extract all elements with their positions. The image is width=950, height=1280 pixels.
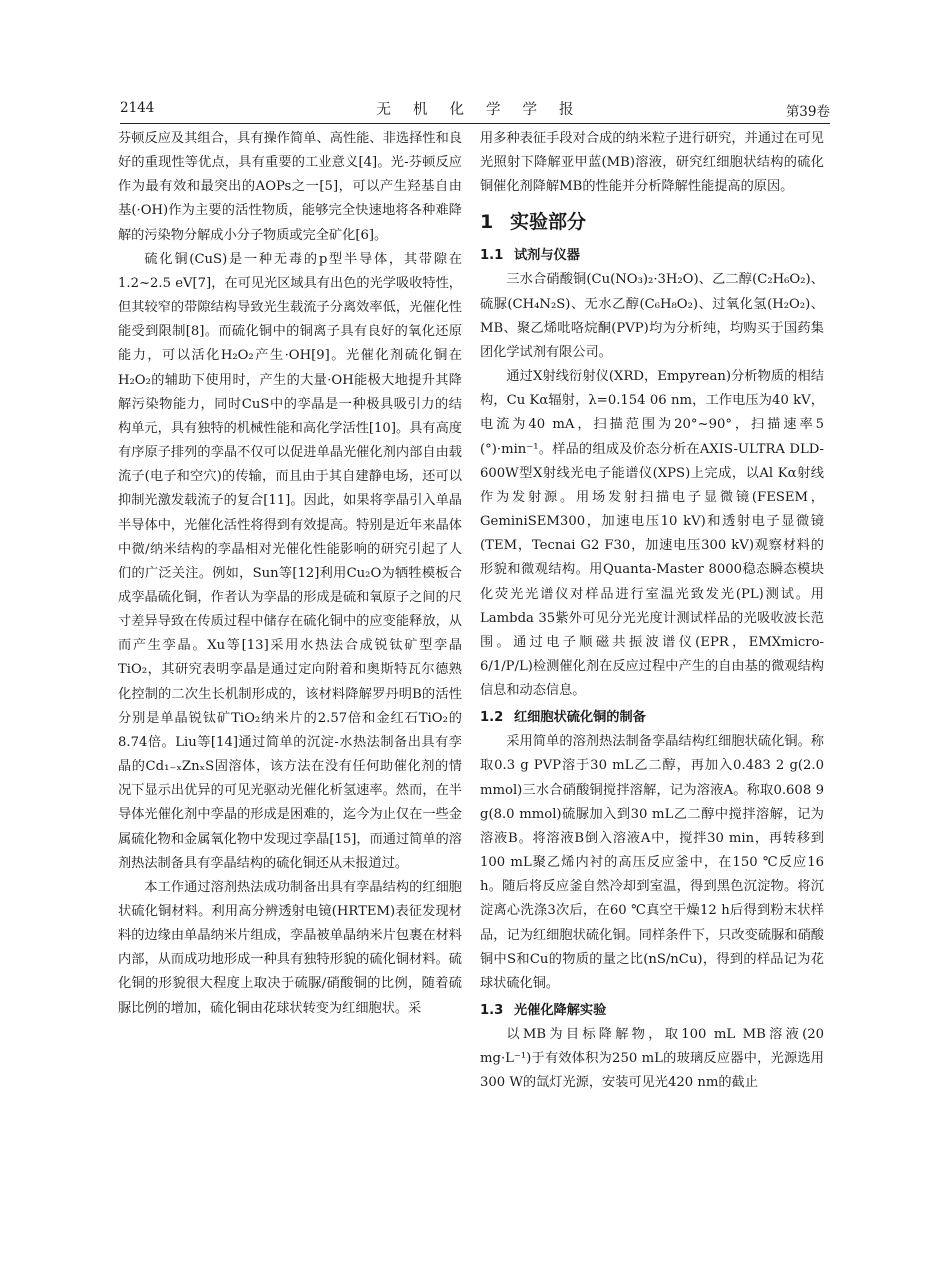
paragraph-this-work-continued: 用多种表征手段对合成的纳米粒子进行研究，并通过在可见光照射下降解亚甲蓝(MB)溶液，研究红细胞状结构的硫化铜催化剂降解MB的性能并分析降解性能提高的原因。 <box>480 131 824 195</box>
paragraph-this-work: 本工作通过溶剂热法成功制备出具有孪晶结构的红细胞状硫化铜材料。利用高分辨透射电镜(HRTEM)表征发现材料的边缘由单晶纳米片组成，孪晶被单晶纳米片包裹在材料内部，从而成功地形成一种具有独特形貌的硫化铜材料。硫化铜的形貌很大程度上取决于硫脲/硝酸铜的比例，随着硫脲比例的增加，硫化铜由花球状转变为红细胞状。采 <box>118 879 462 1016</box>
subsection-number: 1.3 <box>480 1003 504 1018</box>
paragraph-degradation: 以MB为目标降解物，取100 mL MB溶液(20 mg·L⁻¹)于有效体积为250 mL的玻璃反应器中，光源选用300 W的氙灯光源，安装可见光420 nm的截止 <box>480 1027 824 1091</box>
header-rule <box>120 123 830 124</box>
subsection-heading-preparation <box>480 706 824 729</box>
subsection-title: 试剂与仪器 <box>514 248 580 264</box>
left-column <box>118 127 462 1021</box>
section-heading-experimental <box>480 209 824 235</box>
section-title: 实验部分 <box>510 211 587 234</box>
section-number: 1 <box>480 211 494 234</box>
right-column <box>480 127 824 1095</box>
paragraph-fenton-intro: 芬顿反应及其组合，具有操作简单、高性能、非选择性和良好的重现性等优点，具有重要的工业意义[4]。光-芬顿反应作为最有效和最突出的AOPs之一[5]，可以产生羟基自由基(·OH)作为主要的活性物质，能够完全快速地将各种难降解的污染物分解成小分子物质或完全矿化[6]。 <box>118 131 462 243</box>
paragraph-preparation: 采用简单的溶剂热法制备孪晶结构红细胞状硫化铜。称取0.3 g PVP溶于30 mL乙二醇，再加入0.483 2 g(2.0 mmol)三水合硝酸铜搅拌溶解，记为溶液A。称取0.608 9 g(8.0 mmol)硫脲加入到30 mL乙二醇中搅拌溶解，记为溶液B。将溶液B倒入溶液A中，搅拌30 min，再转移到100 mL聚乙烯内衬的高压反应釜中，在150 ℃反应16 h。随后将反应釜自然冷却到室温，得到黑色沉淀物。将沉淀离心洗涤3次后，在60 ℃真空干燥12 h后得到粉末状样品，记为红细胞状硫化铜。同样条件下，只改变硫脲和硝酸铜中S和Cu的物质的量之比(nS/nCu)，得到的样品记为花球状硫化铜。 <box>480 734 824 991</box>
page-number: 2144 <box>120 100 155 116</box>
subsection-heading-degradation <box>480 999 824 1022</box>
subsection-number: 1.1 <box>480 248 504 264</box>
journal-title: 无机化学学报 <box>376 102 596 118</box>
paragraph-reagents: 三水合硝酸铜(Cu(NO₃)₂·3H₂O)、乙二醇(C₂H₆O₂)、硫脲(CH₄N₂S)、无水乙醇(C₆H₈O₂)、过氧化氢(H₂O₂)、MB、聚乙烯吡咯烷酮(PVP)均为分析纯，均购买于国药集团化学试剂有限公司。 <box>480 272 824 360</box>
running-header <box>120 96 830 122</box>
paragraph-cus-background: 硫化铜(CuS)是一种无毒的p型半导体，其带隙在1.2~2.5 eV[7]，在可见光区域具有出色的光学吸收特性，但其较窄的带隙结构导致光生载流子分离效率低，光催化性能受到限制[8]。而硫化铜中的铜离子具有良好的氧化还原能力，可以活化H₂O₂产生·OH[9]。光催化剂硫化铜在H₂O₂的辅助下使用时，产生的大量·OH能极大地提升其降解污染物能力，同时CuS中的孪晶是一种极具吸引力的结构单元，具有独特的机械性能和高化学活性[10]。具有高度有序原子排列的孪晶不仅可以促进单晶光催化剂内部自由载流子(电子和空穴)的传输，而且由于其自建静电场，还可以抑制光激发载流子的复合[11]。因此，如果将孪晶引入单晶半导体中，光催化活性将得到有效提高。特别是近年来晶体中微/纳米结构的孪晶相对光催化性能影响的研究引起了人们的广泛关注。例如，Sun等[12]利用Cu₂O为牺牲模板合成孪晶硫化铜，作者认为孪晶的形成是硫和氧原子之间的尺寸差异导致在传质过程中储存在硫化铜中的应变能释放，从而产生孪晶。Xu等[13]采用水热法合成锐钛矿型孪晶TiO₂，其研究表明孪晶是通过定向附着和奥斯特瓦尔德熟化控制的二次生长机制形成的，该材料降解罗丹明B的活性分别是单晶锐钛矿TiO₂纳米片的2.57倍和金红石TiO₂的8.74倍。Liu等[14]通过简单的沉淀-水热法制备出具有孪晶的Cd₁₋ₓZnₓS固溶体，该方法在没有任何助催化剂的情况下显示出优异的可见光驱动光催化析氢速率。然而，在半导体光催化剂中孪晶的形成是困难的，迄今为止仅在一些金属硫化物和金属氧化物中发现过孪晶[15]，而通过简单的溶剂热法制备具有孪晶结构的硫化铜还从未报道过。 <box>118 251 462 871</box>
subsection-heading-reagents <box>480 244 824 267</box>
subsection-number: 1.2 <box>480 710 504 726</box>
subsection-title: 红细胞状硫化铜的制备 <box>514 710 646 726</box>
paragraph-instruments: 通过X射线衍射仪(XRD，Empyrean)分析物质的相结构，Cu Kα辐射，λ=0.154 06 nm，工作电压为40 kV，电流为40 mA，扫描范围为20°~90°，扫描速率5 (°)·min⁻¹。样品的组成及价态分析在AXIS-ULTRA DLD-600W型X射线光电子能谱仪(XPS)上完成，以Al Kα射线作为发射源。用场发射扫描电子显微镜(FESEM，GeminiSEM300，加速电压10 kV)和透射电子显微镜(TEM，Tecnai G2 F30，加速电压300 kV)观察材料的形貌和微观结构。用Quanta-Master 8000稳态瞬态模块化荧光光谱仪对样品进行室温光致发光(PL)测试。用Lambda 35紫外可见分光光度计测试样品的光吸收波长范围。通过电子顺磁共振波谱仪(EPR，EMXmicro-6/1/P/L)检测催化剂在反应过程中产生的自由基的微观结构信息和动态信息。 <box>480 369 824 699</box>
volume-label: 第39卷 <box>785 104 830 120</box>
subsection-title: 光催化降解实验 <box>514 1003 607 1018</box>
